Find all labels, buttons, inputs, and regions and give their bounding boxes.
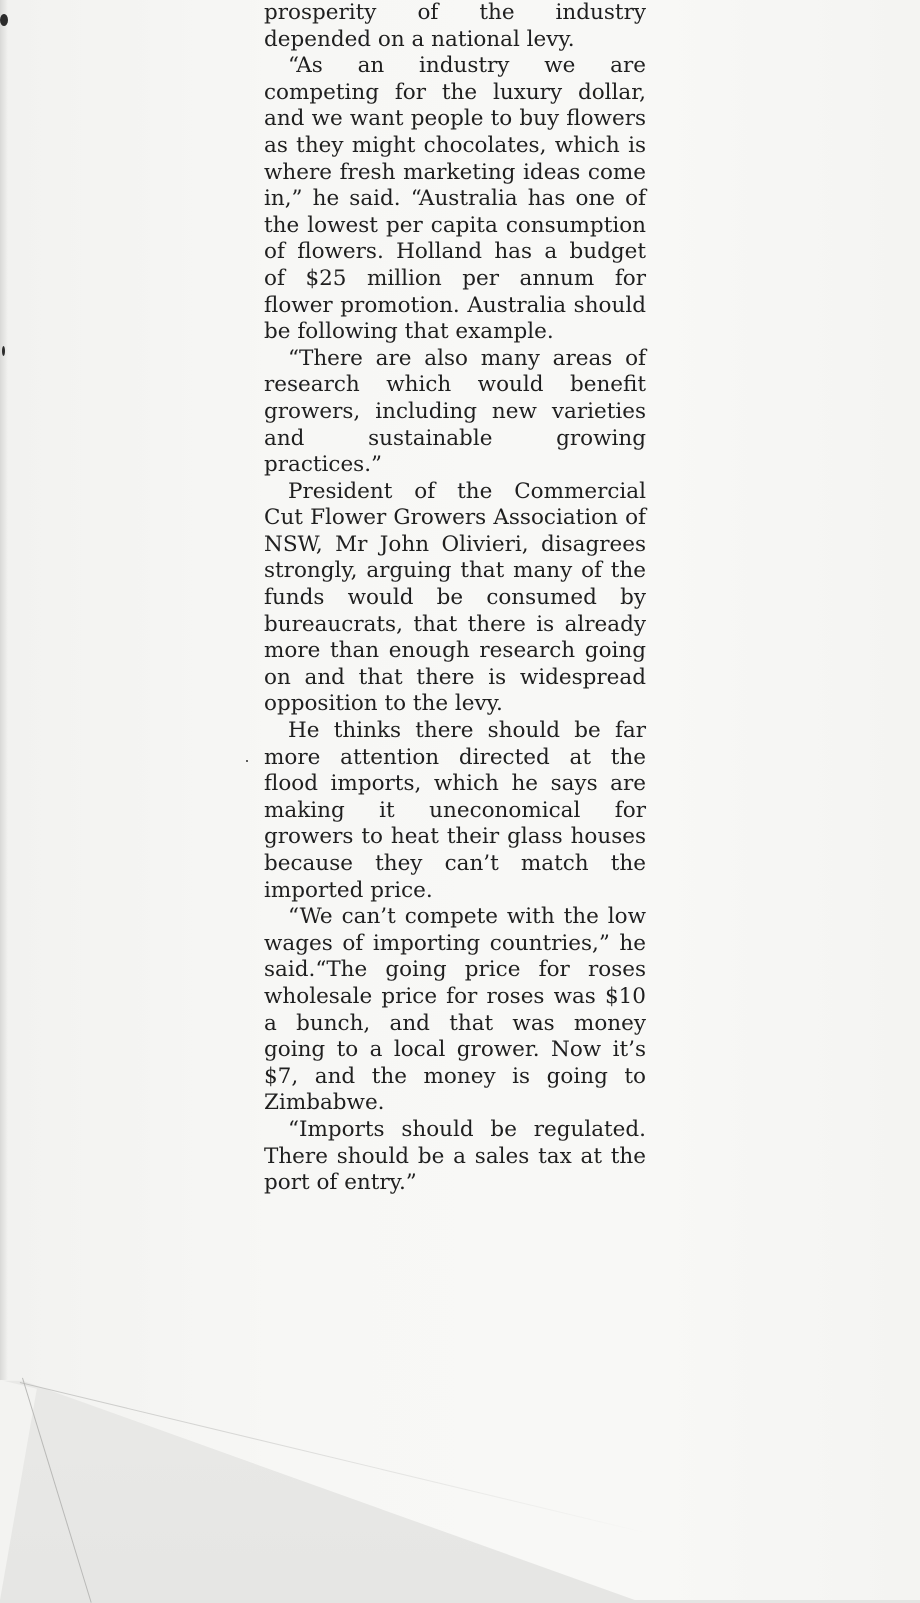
article-paragraph: President of the Commercial Cut Flower Growers Association of NSW, Mr John Olivieri, disagrees strongly, arguing that many of the funds would be consumed by bureaucrats, that there is already more than enough research going on and that there is widespread opposition to the levy.	[264, 478, 646, 717]
clipping-left-edge	[0, 0, 8, 1380]
article-paragraph: “There are also many areas of research which would benefit growers, including new varieties and sustainable growing practices.”	[264, 345, 646, 478]
article-paragraph: “As an industry we are competing for the luxury dollar, and we want people to buy flowers as they might chocolates, which is where fresh marketing ideas come in,” he said. “Australia has one of the lowest per capita consumption of flowers. Holland has a budget of $25 million per annum for flower promotion. Australia should be following that example.	[264, 53, 646, 345]
article-paragraph: “We can’t compete with the low wages of importing countries,” he said.“The going price for roses wholesale price for roses was $10 a bunch, and that was money going to a local grower. Now it’s $7, and the money is going to Zimbabwe.	[264, 904, 646, 1116]
article-paragraph: He thinks there should be far more attention directed at the flood imports, which he says are making it uneconomical for growers to heat their glass houses because they can’t match the imported price.	[264, 718, 646, 903]
article-paragraph: prosperity of the industry depended on a national levy.	[264, 0, 646, 52]
ink-speck	[2, 346, 5, 356]
article-paragraph: “Imports should be regulated. There should be a sales tax at the port of entry.”	[264, 1116, 646, 1196]
ink-speck	[246, 760, 248, 762]
article-column	[264, 0, 646, 1197]
ink-speck	[0, 14, 8, 26]
